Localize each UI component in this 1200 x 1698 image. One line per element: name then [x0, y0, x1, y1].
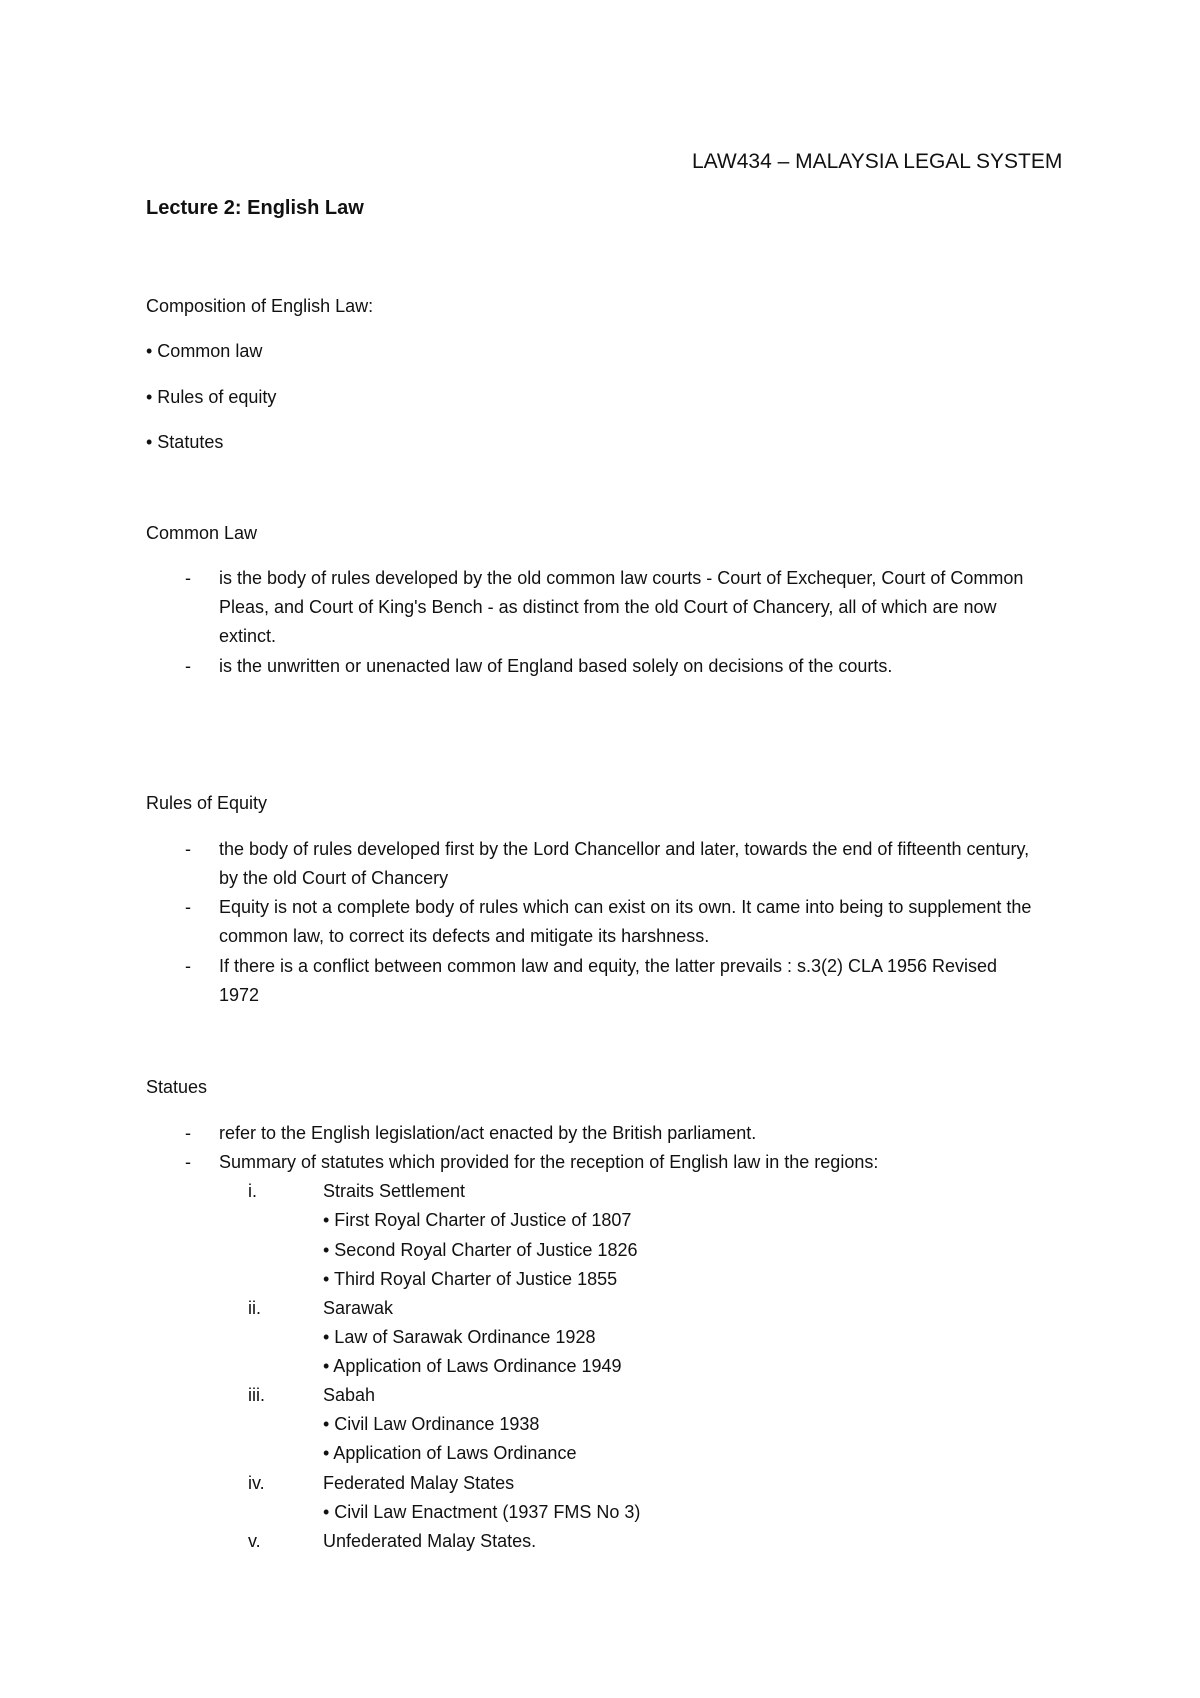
- region-name: Straits Settlement: [323, 1181, 466, 1201]
- region-item: • First Royal Charter of Justice of 1807: [323, 1210, 632, 1230]
- common-law-point: is the unwritten or unenacted law of England based solely on decisions of the courts.: [219, 656, 893, 676]
- dash-marker: -: [185, 897, 191, 917]
- region-numeral: iii.: [248, 1385, 265, 1405]
- dash-marker: -: [185, 568, 191, 588]
- region-name: Unfederated Malay States.: [323, 1531, 537, 1551]
- region-name: Federated Malay States: [323, 1473, 515, 1493]
- dash-marker: -: [185, 656, 191, 676]
- dash-marker: -: [185, 1152, 191, 1172]
- region-item: • Third Royal Charter of Justice 1855: [323, 1269, 618, 1289]
- composition-heading: Composition of English Law:: [146, 296, 374, 316]
- region-item: • Law of Sarawak Ordinance 1928: [323, 1327, 596, 1347]
- region-numeral: i.: [248, 1181, 257, 1201]
- lecture-title: Lecture 2: English Law: [146, 197, 364, 219]
- region-name: Sabah: [323, 1385, 376, 1405]
- region-item: • Application of Laws Ordinance 1949: [323, 1356, 622, 1376]
- region-numeral: v.: [248, 1531, 261, 1551]
- statutes-point: refer to the English legislation/act enacted by the British parliament.: [219, 1123, 757, 1143]
- equity-heading: Rules of Equity: [146, 793, 268, 813]
- common-law-heading: Common Law: [146, 523, 258, 543]
- statutes-point: Summary of statutes which provided for the reception of English law in the regions:: [219, 1152, 879, 1172]
- equity-point: the body of rules developed first by the Lord Chancellor and later, towards the end of fifteenth century, by the old Court of Chancery: [219, 839, 1030, 888]
- region-numeral: iv.: [248, 1473, 265, 1493]
- composition-item: • Statutes: [146, 432, 224, 452]
- dash-marker: -: [185, 1123, 191, 1143]
- region-item: • Civil Law Enactment (1937 FMS No 3): [323, 1502, 641, 1522]
- composition-item: • Rules of equity: [146, 387, 277, 407]
- equity-point: Equity is not a complete body of rules which can exist on its own. It came into being to supplement the common law, to correct its defects and mitigate its harshness.: [219, 897, 1032, 946]
- region-name: Sarawak: [323, 1298, 394, 1318]
- equity-point: If there is a conflict between common law and equity, the latter prevails : s.3(2) CLA 1956 Revised 1972: [219, 956, 998, 1005]
- course-title: LAW434 – MALAYSIA LEGAL SYSTEM: [692, 150, 1063, 173]
- region-numeral: ii.: [248, 1298, 261, 1318]
- region-item: • Second Royal Charter of Justice 1826: [323, 1240, 638, 1260]
- region-item: • Application of Laws Ordinance: [323, 1443, 577, 1463]
- composition-item: • Common law: [146, 341, 263, 361]
- dash-marker: -: [185, 956, 191, 976]
- statutes-heading: Statues: [146, 1077, 208, 1097]
- dash-marker: -: [185, 839, 191, 859]
- region-item: • Civil Law Ordinance 1938: [323, 1414, 540, 1434]
- common-law-point: is the body of rules developed by the old common law courts - Court of Exchequer, Court of Common Pleas, and Court of King's Bench - as distinct from the old Court of Chancery, all of which are now extinct.: [219, 568, 1024, 646]
